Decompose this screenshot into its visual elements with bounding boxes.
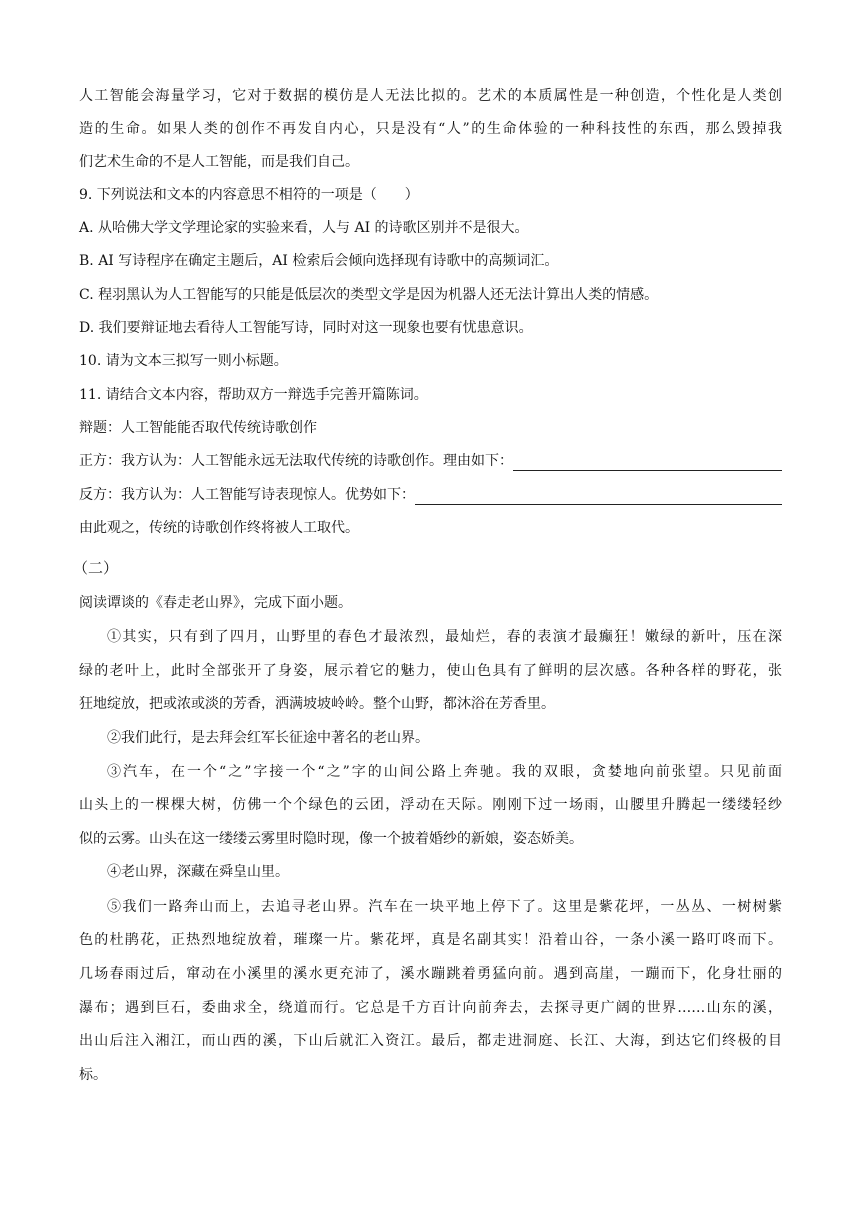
pro-side-line: [79, 451, 782, 471]
passage-p2: ②我们此行，是去拜会红军长征途中著名的老山界。: [107, 730, 429, 746]
passage-p5-line-4: 瀑布；遇到巨石，委曲求全，绕道而行。它总是千方百计向前奔去，去探寻更广阔的世界……山东的溪，: [79, 1000, 782, 1016]
passage-p5-line-6: 标。: [79, 1067, 107, 1083]
passage-p5-line-1: ⑤我们一路奔山而上，去追寻老山界。汽车在一块平地上停下了。这里是紫花坪，一丛丛、一树树紫: [107, 899, 782, 915]
pro-answer-blank[interactable]: [513, 455, 782, 471]
passage-p5-line-2: 色的杜鹃花，正热烈地绽放着，璀璨一片。紫花坪，真是名副其实！沿着山谷，一条小溪一路叮咚而下。: [79, 932, 782, 948]
question-9-stem: 9. 下列说法和文本的内容意思不相符的一项是（ ）: [79, 187, 419, 203]
intro-line-3: 们艺术生命的不是人工智能，而是我们自己。: [79, 154, 359, 170]
passage-p1-line-1: ①其实，只有到了四月，山野里的春色才最浓烈，最灿烂，春的表演才最癫狂！嫩绿的新叶，压在深: [107, 629, 782, 645]
question-9-option-c: C. 程羽黑认为人工智能写的只能是低层次的类型文学是因为机器人还无法计算出人类的情感。: [79, 287, 659, 303]
reading-instruction: 阅读谭谈的《春走老山界》，完成下面小题。: [79, 595, 352, 611]
passage-p3-line-1: ③汽车，在一个“之”字接一个“之”字的山间公路上奔驰。我的双眼，贪婪地向前张望。只见前面: [107, 764, 782, 780]
passage-p3-line-2: 山头上的一棵棵大树，仿佛一个个绿色的云团，浮动在天际。刚刚下过一场雨，山腰里升腾起一缕缕轻纱: [79, 797, 782, 813]
question-9-option-d: D. 我们要辩证地去看待人工智能写诗，同时对这一现象也要有忧患意识。: [79, 320, 533, 336]
debate-conclusion: 由此观之，传统的诗歌创作终将被人工取代。: [79, 520, 359, 536]
con-answer-blank[interactable]: [415, 489, 782, 505]
question-9-option-a: A. 从哈佛大学文学理论家的实验来看，人与 AI 的诗歌区别并不是很大。: [79, 220, 529, 236]
passage-p4: ④老山界，深藏在舜皇山里。: [107, 864, 289, 880]
passage-p3-line-3: 似的云雾。山头在这一缕缕云雾里时隐时现，像一个披着婚纱的新娘，姿态娇美。: [79, 831, 583, 847]
con-side-text: 反方：我方认为：人工智能写诗表现惊人。优势如下：: [79, 487, 415, 503]
intro-line-2: 造的生命。如果人类的创作不再发自内心，只是没有“人”的生命体验的一种科技性的东西，那么毁掉我: [79, 121, 782, 137]
passage-p5-line-5: 出山后注入湘江，而山西的溪，下山后就汇入资江。最后，都走进洞庭、长江、大海，到达它们终极的目: [79, 1033, 782, 1049]
passage-p1-line-3: 狂地绽放，把或浓或淡的芳香，洒满坡坡岭岭。整个山野，都沐浴在芳香里。: [79, 696, 555, 712]
passage-p1-line-2: 绿的老叶上，此时全部张开了身姿，展示着它的魅力，使山色具有了鲜明的层次感。各种各样的野花，张: [79, 663, 782, 679]
con-side-line: [79, 485, 782, 505]
debate-topic: 辩题：人工智能能否取代传统诗歌创作: [79, 420, 317, 436]
passage-p5-line-3: 几场春雨过后，窜动在小溪里的溪水更充沛了，溪水蹦跳着勇猛向前。遇到高崖，一蹦而下，化身壮丽的: [79, 966, 782, 982]
section-heading: （二）: [73, 559, 119, 577]
question-9-option-b: B. AI 写诗程序在确定主题后，AI 检索后会倾向选择现有诗歌中的高频词汇。: [79, 253, 559, 269]
pro-side-text: 正方：我方认为：人工智能永远无法取代传统的诗歌创作。理由如下：: [79, 453, 513, 469]
intro-line-1: 人工智能会海量学习，它对于数据的模仿是人无法比拟的。艺术的本质属性是一种创造，个性化是人类创: [79, 88, 782, 104]
question-10: 10. 请为文本三拟写一则小标题。: [79, 353, 288, 369]
question-11-stem: 11. 请结合文本内容，帮助双方一辩选手完善开篇陈词。: [79, 387, 428, 403]
